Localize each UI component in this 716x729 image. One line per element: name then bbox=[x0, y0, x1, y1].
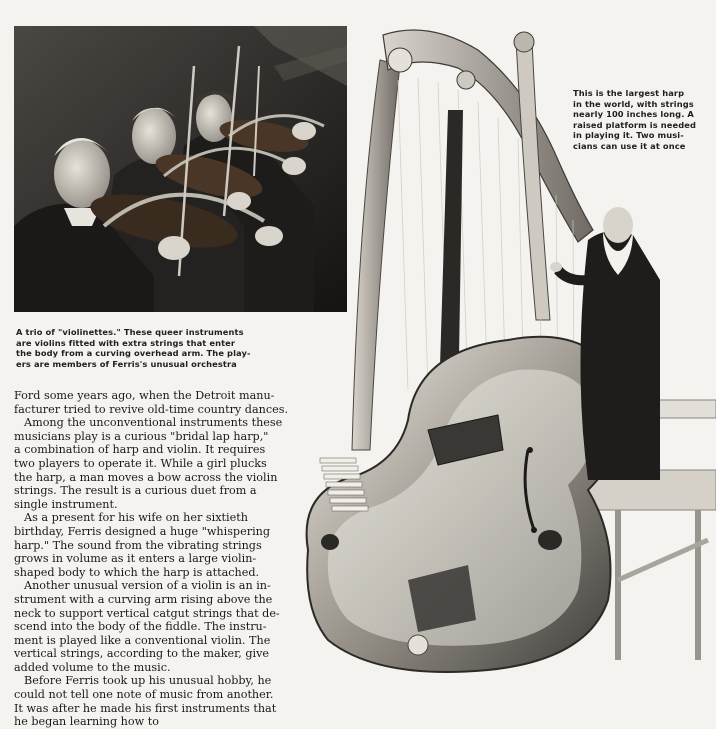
article-line: ment is played like a conventional violin. The bbox=[14, 633, 271, 647]
article-line: facturer tried to revive old-time country dances. bbox=[14, 402, 289, 416]
article-line: the harp, a man moves a bow across the violin bbox=[14, 470, 278, 484]
harp-caption bbox=[573, 88, 697, 152]
article-line: grows in volume as it enters a large violin- bbox=[14, 552, 257, 566]
harp-caption-line: cians can use it at once bbox=[573, 140, 686, 151]
harp-caption-line: in playing it. Two musi- bbox=[573, 130, 684, 141]
article-line: scend into the body of the fiddle. The instru- bbox=[14, 620, 267, 634]
article-line: two players to operate it. While a girl plucks bbox=[14, 456, 267, 470]
violinettes-caption-line: ers are members of Ferris's unusual orchestra bbox=[16, 358, 237, 369]
article-line: strument with a curving arm rising above the bbox=[14, 592, 273, 606]
article-line: Ford some years ago, when the Detroit manu- bbox=[14, 389, 275, 402]
article-line: Before Ferris took up his unusual hobby, he bbox=[24, 674, 272, 688]
article-line: vertical strings, according to the maker, give bbox=[14, 647, 270, 661]
article-line: a combination of harp and violin. It requires bbox=[14, 443, 266, 457]
harp-caption-line: nearly 100 inches long. A bbox=[573, 109, 694, 120]
violinettes-caption-line: the body from a curving overhead arm. The play- bbox=[16, 348, 251, 359]
article-line: he began learning how to bbox=[14, 715, 159, 729]
article-line: musicians play is a curious "bridal lap harp," bbox=[14, 429, 269, 443]
article-line: harp." The sound from the vibrating strings bbox=[14, 538, 262, 552]
harp-caption-line: raised platform is needed bbox=[573, 119, 697, 130]
article-line: added volume to the music. bbox=[14, 660, 171, 674]
article-line: birthday, Ferris designed a huge "whispering bbox=[14, 524, 271, 538]
article-line: neck to support vertical catgut strings that de- bbox=[14, 606, 280, 620]
harp-caption-line: This is the largest harp bbox=[573, 88, 685, 98]
article-line: Among the unconventional instruments these bbox=[24, 416, 283, 430]
article-line: As a present for his wife on her sixtieth bbox=[24, 511, 248, 525]
violinettes-caption-line: are violins fitted with extra strings that enter bbox=[16, 337, 236, 348]
article-line: could not tell one note of music from another. bbox=[14, 688, 274, 702]
violinettes-caption bbox=[16, 327, 346, 369]
article-line: Another unusual version of a violin is an in- bbox=[24, 579, 271, 593]
article-line: strings. The result is a curious duet from a bbox=[14, 484, 257, 498]
article-line: shaped body to which the harp is attached. bbox=[14, 565, 260, 579]
article-line: It was after he made his first instruments that bbox=[14, 701, 277, 715]
harp-caption-line: in the world, with strings bbox=[573, 98, 694, 109]
article-body bbox=[14, 389, 304, 729]
violinettes-caption-line: A trio of "violinettes." These queer instruments bbox=[16, 327, 244, 337]
article-line: single instrument. bbox=[14, 497, 118, 511]
